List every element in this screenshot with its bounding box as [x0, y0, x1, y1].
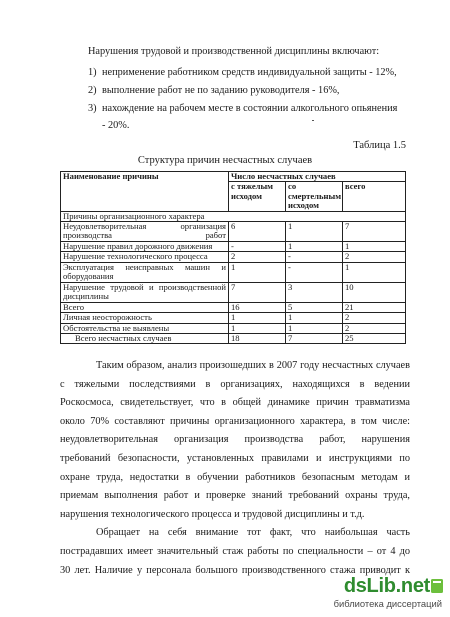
intro-text: Нарушения трудовой и производственной дисциплины включают:	[88, 46, 380, 57]
text-line: охране труда, недостатки в обучении работников безопасным методам и	[60, 471, 410, 483]
text-line: 30 лет. Наличие у персонала большого производственного стажа приводит к	[60, 564, 410, 576]
cell-total: 1	[343, 262, 406, 282]
cell-cause: Нарушение технологического процесса	[61, 252, 229, 262]
list-item-text: нахождение на рабочем месте в состоянии алкогольного опьянения	[102, 103, 398, 114]
header-fatal: со смертельным исходом	[286, 182, 343, 211]
cell-fatal: 7	[286, 334, 343, 344]
cell-fatal: 1	[286, 323, 343, 333]
watermark-logo: dsLib.net	[343, 575, 430, 597]
cell-total: 2	[343, 313, 406, 323]
cell-fatal: 1	[286, 313, 343, 323]
book-icon	[430, 577, 444, 595]
list-item	[88, 66, 408, 79]
cell-cause: Неудовлетворительная организация производства работ	[61, 222, 229, 242]
watermark	[314, 575, 444, 613]
causes-table	[60, 171, 406, 344]
cell-total: 10	[343, 282, 406, 302]
cell-fatal: 5	[286, 302, 343, 312]
table-row	[61, 282, 406, 302]
text-line: приемам выполнения работ и проверке знаний требований охраны труда,	[60, 490, 410, 502]
cell-total: 2	[343, 252, 406, 262]
list-item-number: 2)	[88, 85, 97, 96]
list-item-text: выполнение работ не по заданию руководителя - 16%,	[102, 85, 340, 96]
table-row	[61, 313, 406, 323]
cell-fatal: 1	[286, 242, 343, 252]
cell-cause: Нарушение трудовой и производственной дисциплины	[61, 282, 229, 302]
text-line: неудовлетворительная организация производства работ, нарушения	[60, 434, 410, 446]
cell-fatal: 1	[286, 222, 343, 242]
cell-severe: 7	[229, 282, 286, 302]
text-line: Обращает на себя внимание тот факт, что наибольшая часть	[96, 527, 410, 539]
list-item-text: неприменение работником средств индивидуальной защиты - 12%,	[102, 67, 397, 78]
cell-severe: 1	[229, 323, 286, 333]
table-row	[61, 222, 406, 242]
cell-severe: 6	[229, 222, 286, 242]
body-text	[60, 357, 410, 580]
header-accident-count: Число несчастных случаев	[229, 172, 406, 182]
cell-cause: Нарушение правил дорожного движения	[61, 242, 229, 252]
list-item	[88, 84, 408, 97]
header-total: всего	[343, 182, 406, 211]
table-title: Структура причин несчастных случаев	[137, 155, 313, 166]
cell-severe: 1	[229, 313, 286, 323]
cell-cause: Всего	[61, 302, 229, 312]
scan-speck	[312, 120, 314, 121]
text-line: Таким образом, анализ произошедших в 2007 году несчастных случаев	[96, 360, 410, 371]
table-total-row	[61, 334, 406, 344]
cell-cause: Всего несчастных случаев	[61, 334, 229, 344]
table-number: Таблица 1.5	[353, 140, 406, 151]
table-header-row	[61, 172, 406, 182]
cell-fatal: -	[286, 262, 343, 282]
list-item-number: 3)	[88, 103, 97, 114]
text-line: около 70% составляют причины организационного характера, в том числе:	[60, 415, 410, 427]
cell-total: 21	[343, 302, 406, 312]
table-row	[61, 252, 406, 262]
cell-severe: -	[229, 242, 286, 252]
cell-cause: Обстоятельства не выявлены	[61, 323, 229, 333]
text-line: требований безопасности, установленных правилами и инструкциями по	[60, 452, 410, 464]
list-item	[88, 102, 408, 115]
cell-cause: Личная неосторожность	[61, 313, 229, 323]
text-line: Роскосмоса, свидетельствует, что в общей динамике причин травматизма	[60, 397, 410, 409]
cell-severe: 1	[229, 262, 286, 282]
header-severe: с тяжелым исходом	[229, 182, 286, 211]
header-cause-name: Наименование причины	[61, 172, 229, 212]
table-row	[61, 323, 406, 333]
cell-total: 25	[343, 334, 406, 344]
table-row	[61, 262, 406, 282]
table-row	[61, 242, 406, 252]
cell-severe: 2	[229, 252, 286, 262]
cell-fatal: 3	[286, 282, 343, 302]
text-line: с тяжелыми последствиями в организациях, находящихся в ведении	[60, 378, 410, 390]
table-section-row	[61, 211, 406, 221]
cell-cause: Эксплуатация неисправных машин и оборудования	[61, 262, 229, 282]
table-row	[61, 302, 406, 312]
list-item-number: 1)	[88, 67, 97, 78]
cell-fatal: -	[286, 252, 343, 262]
cell-severe: 16	[229, 302, 286, 312]
cell-total: 7	[343, 222, 406, 242]
cell-total: 2	[343, 323, 406, 333]
list-item-continuation: - 20%.	[102, 120, 130, 131]
cell-severe: 18	[229, 334, 286, 344]
text-line: нарушения технологического процесса и трудовой дисциплины и т.д.	[60, 508, 365, 520]
watermark-subtitle: библиотека диссертаций	[333, 598, 442, 609]
text-line: пострадавших имеет значительный стаж работы по специальности – от 4 до	[60, 545, 410, 557]
section-label: Причины организационного характера	[61, 211, 406, 221]
cell-total: 1	[343, 242, 406, 252]
